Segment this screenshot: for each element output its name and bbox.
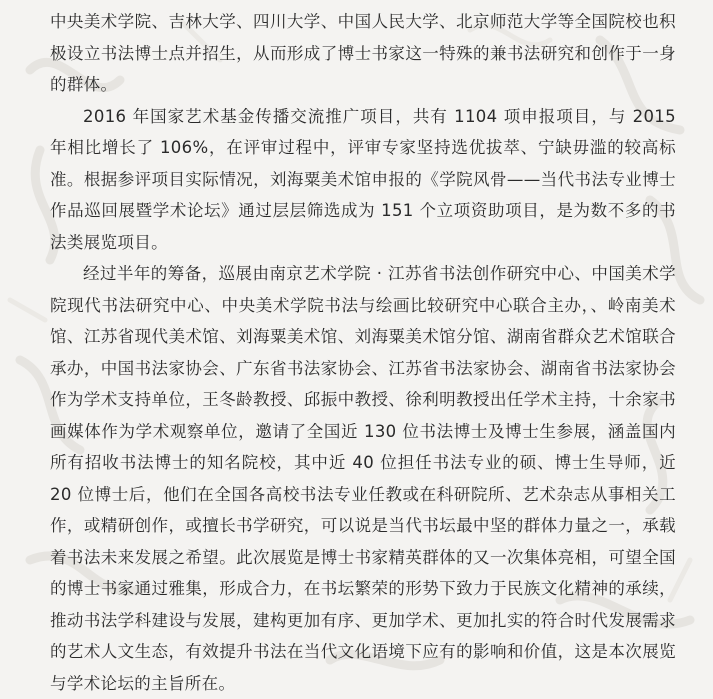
paragraph-2: 2016 年国家艺术基金传播交流推广项目，共有 1104 项申报项目，与 2015 年相比增长了 106%，在评审过程中，评审专家坚持选优拔萃、宁缺毋滥的较高标准。根据参评项目实际情况，刘海粟美术馆申报的《学院风骨——当代书法专业博士作品巡回展暨学术论坛》通过层层筛选成为 151 个立项资助项目，是为数不多的书法类展览项目。 [50, 106, 676, 252]
paragraph-1: 中央美术学院、吉林大学、四川大学、中国人民大学、北京师范大学等全国院校也积极设立书法博士点并招生，从而形成了博士书家这一特殊的兼书法研究和创作于一身的群体。 [50, 12, 676, 94]
paragraph-3: 经过半年的筹备，巡展由南京艺术学院 · 江苏省书法创作研究中心、中国美术学院现代书法研究中心、中央美术学院书法与绘画比较研究中心联合主办，、岭南美术馆、江苏省现代美术馆、刘海粟美术馆、刘海粟美术馆分馆、湖南省群众艺术馆联合承办，中国书法家协会、广东省书法家协会、江苏省书法家协会、湖南省书法家协会作为学术支持单位，王冬龄教授、邱振中教授、徐利明教授出任学术主持，十余家书画媒体作为学术观察单位，邀请了全国近 130 位书法博士及博士生参展，涵盖国内所有招收书法博士的知名院校，其中近 40 位担任书法专业的硕、博士生导师，近 20 位博士后，他们在全国各高校书法专业任教或在科研院所、艺术杂志从事相关工作，或精研创作，或擅长书学研究，可以说是当代书坛最中坚的群体力量之一，承载着书法未来发展之希望。此次展览是博士书家精英群体的又一次集体亮相，可望全国的博士书家通过雅集，形成合力，在书坛繁荣的形势下致力于民族文化精神的承续，推动书法学科建设与发展，建构更加有序、更加学术、更加扎实的符合时代发展需求的艺术人文生态，有效提升书法在当代文化语境下应有的影响和价值，这是本次展览与学术论坛的主旨所在。 [50, 264, 676, 693]
article-body [50, 6, 676, 699]
